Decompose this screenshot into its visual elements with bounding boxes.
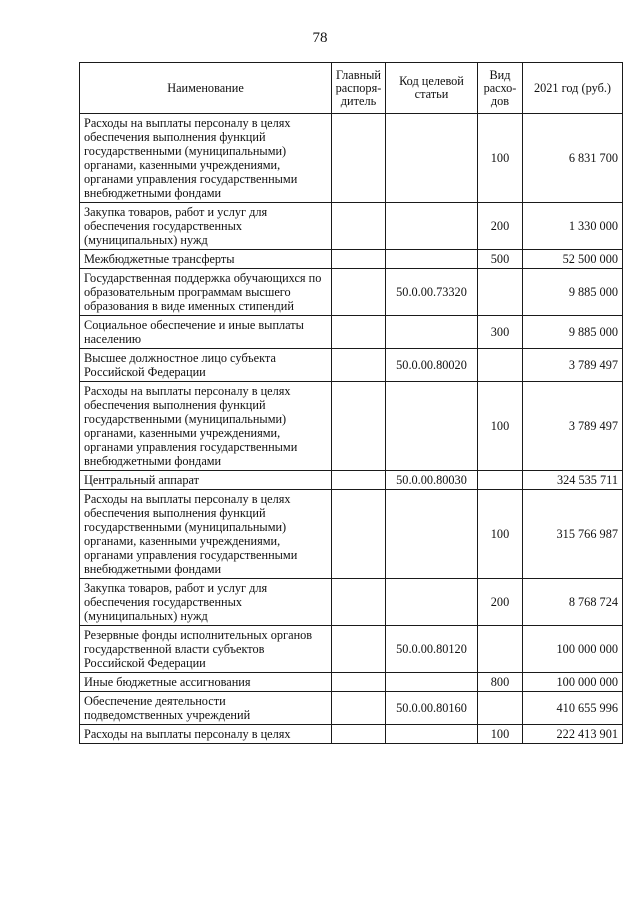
cell-amount: 8 768 724 (523, 579, 623, 626)
cell-gov (332, 471, 386, 490)
cell-name: Расходы на выплаты персоналу в целях обеспечения выполнения функций государственными (муниципальными) органами, казенными учреждениями, органами управления государственными внебюджетными фондами (80, 382, 332, 471)
cell-type (478, 626, 523, 673)
cell-type: 800 (478, 673, 523, 692)
cell-name: Центральный аппарат (80, 471, 332, 490)
cell-type (478, 692, 523, 725)
cell-code (386, 114, 478, 203)
cell-code: 50.0.00.73320 (386, 269, 478, 316)
header-code: Код целевой статьи (386, 63, 478, 114)
cell-gov (332, 725, 386, 744)
page-number: 78 (312, 30, 328, 46)
table-row (80, 114, 623, 203)
cell-amount: 100 000 000 (523, 673, 623, 692)
cell-amount: 3 789 497 (523, 349, 623, 382)
cell-name: Расходы на выплаты персоналу в целях (80, 725, 332, 744)
cell-gov (332, 203, 386, 250)
cell-gov (332, 673, 386, 692)
cell-gov (332, 692, 386, 725)
cell-code (386, 725, 478, 744)
header-amount: 2021 год (руб.) (523, 63, 623, 114)
cell-code (386, 203, 478, 250)
cell-name: Резервные фонды исполнительных органов государственной власти субъектов Российской Федерации (80, 626, 332, 673)
cell-code (386, 490, 478, 579)
cell-gov (332, 114, 386, 203)
cell-gov (332, 269, 386, 316)
cell-amount: 9 885 000 (523, 269, 623, 316)
cell-gov (332, 349, 386, 382)
table-row (80, 471, 623, 490)
cell-name: Межбюджетные трансферты (80, 250, 332, 269)
cell-amount: 1 330 000 (523, 203, 623, 250)
cell-amount: 9 885 000 (523, 316, 623, 349)
cell-type: 200 (478, 579, 523, 626)
budget-table (79, 62, 623, 744)
table-row (80, 626, 623, 673)
cell-gov (332, 250, 386, 269)
cell-type (478, 349, 523, 382)
table-row (80, 673, 623, 692)
cell-name: Государственная поддержка обучающихся по образовательным программам высшего образования в виде именных стипендий (80, 269, 332, 316)
cell-amount: 410 655 996 (523, 692, 623, 725)
cell-amount: 6 831 700 (523, 114, 623, 203)
cell-type: 100 (478, 725, 523, 744)
cell-amount: 315 766 987 (523, 490, 623, 579)
cell-name: Расходы на выплаты персоналу в целях обеспечения выполнения функций государственными (муниципальными) органами, казенными учреждениями, органами управления государственными внебюджетными фондами (80, 490, 332, 579)
header-name: Наименование (80, 63, 332, 114)
table-row (80, 490, 623, 579)
cell-code (386, 382, 478, 471)
cell-name: Закупка товаров, работ и услуг для обеспечения государственных (муниципальных) нужд (80, 203, 332, 250)
cell-type (478, 269, 523, 316)
cell-code: 50.0.00.80030 (386, 471, 478, 490)
cell-type: 100 (478, 490, 523, 579)
header-row (80, 63, 623, 114)
table-row (80, 692, 623, 725)
cell-amount: 222 413 901 (523, 725, 623, 744)
cell-name: Социальное обеспечение и иные выплаты населению (80, 316, 332, 349)
table-row (80, 203, 623, 250)
cell-type: 100 (478, 114, 523, 203)
cell-name: Расходы на выплаты персоналу в целях обеспечения выполнения функций государственными (муниципальными) органами, казенными учреждениями, органами управления государственными внебюджетными фондами (80, 114, 332, 203)
cell-code (386, 673, 478, 692)
cell-gov (332, 316, 386, 349)
cell-gov (332, 626, 386, 673)
cell-amount: 324 535 711 (523, 471, 623, 490)
cell-code: 50.0.00.80160 (386, 692, 478, 725)
table-row (80, 316, 623, 349)
table-row (80, 382, 623, 471)
table-body (80, 114, 623, 744)
cell-name: Иные бюджетные ассигнования (80, 673, 332, 692)
cell-name: Высшее должностное лицо субъекта Российской Федерации (80, 349, 332, 382)
header-type: Вид расхо-дов (478, 63, 523, 114)
cell-code (386, 250, 478, 269)
cell-type: 100 (478, 382, 523, 471)
cell-amount: 52 500 000 (523, 250, 623, 269)
cell-gov (332, 382, 386, 471)
cell-code: 50.0.00.80020 (386, 349, 478, 382)
table-row (80, 725, 623, 744)
table-row (80, 349, 623, 382)
cell-type: 200 (478, 203, 523, 250)
table-row (80, 269, 623, 316)
cell-amount: 100 000 000 (523, 626, 623, 673)
cell-type: 300 (478, 316, 523, 349)
cell-type (478, 471, 523, 490)
table-row (80, 250, 623, 269)
cell-code: 50.0.00.80120 (386, 626, 478, 673)
header-gov: Главный распоря-дитель (332, 63, 386, 114)
cell-gov (332, 579, 386, 626)
cell-gov (332, 490, 386, 579)
table-row (80, 579, 623, 626)
cell-code (386, 316, 478, 349)
cell-amount: 3 789 497 (523, 382, 623, 471)
cell-type: 500 (478, 250, 523, 269)
cell-name: Обеспечение деятельности подведомственных учреждений (80, 692, 332, 725)
cell-name: Закупка товаров, работ и услуг для обеспечения государственных (муниципальных) нужд (80, 579, 332, 626)
cell-code (386, 579, 478, 626)
